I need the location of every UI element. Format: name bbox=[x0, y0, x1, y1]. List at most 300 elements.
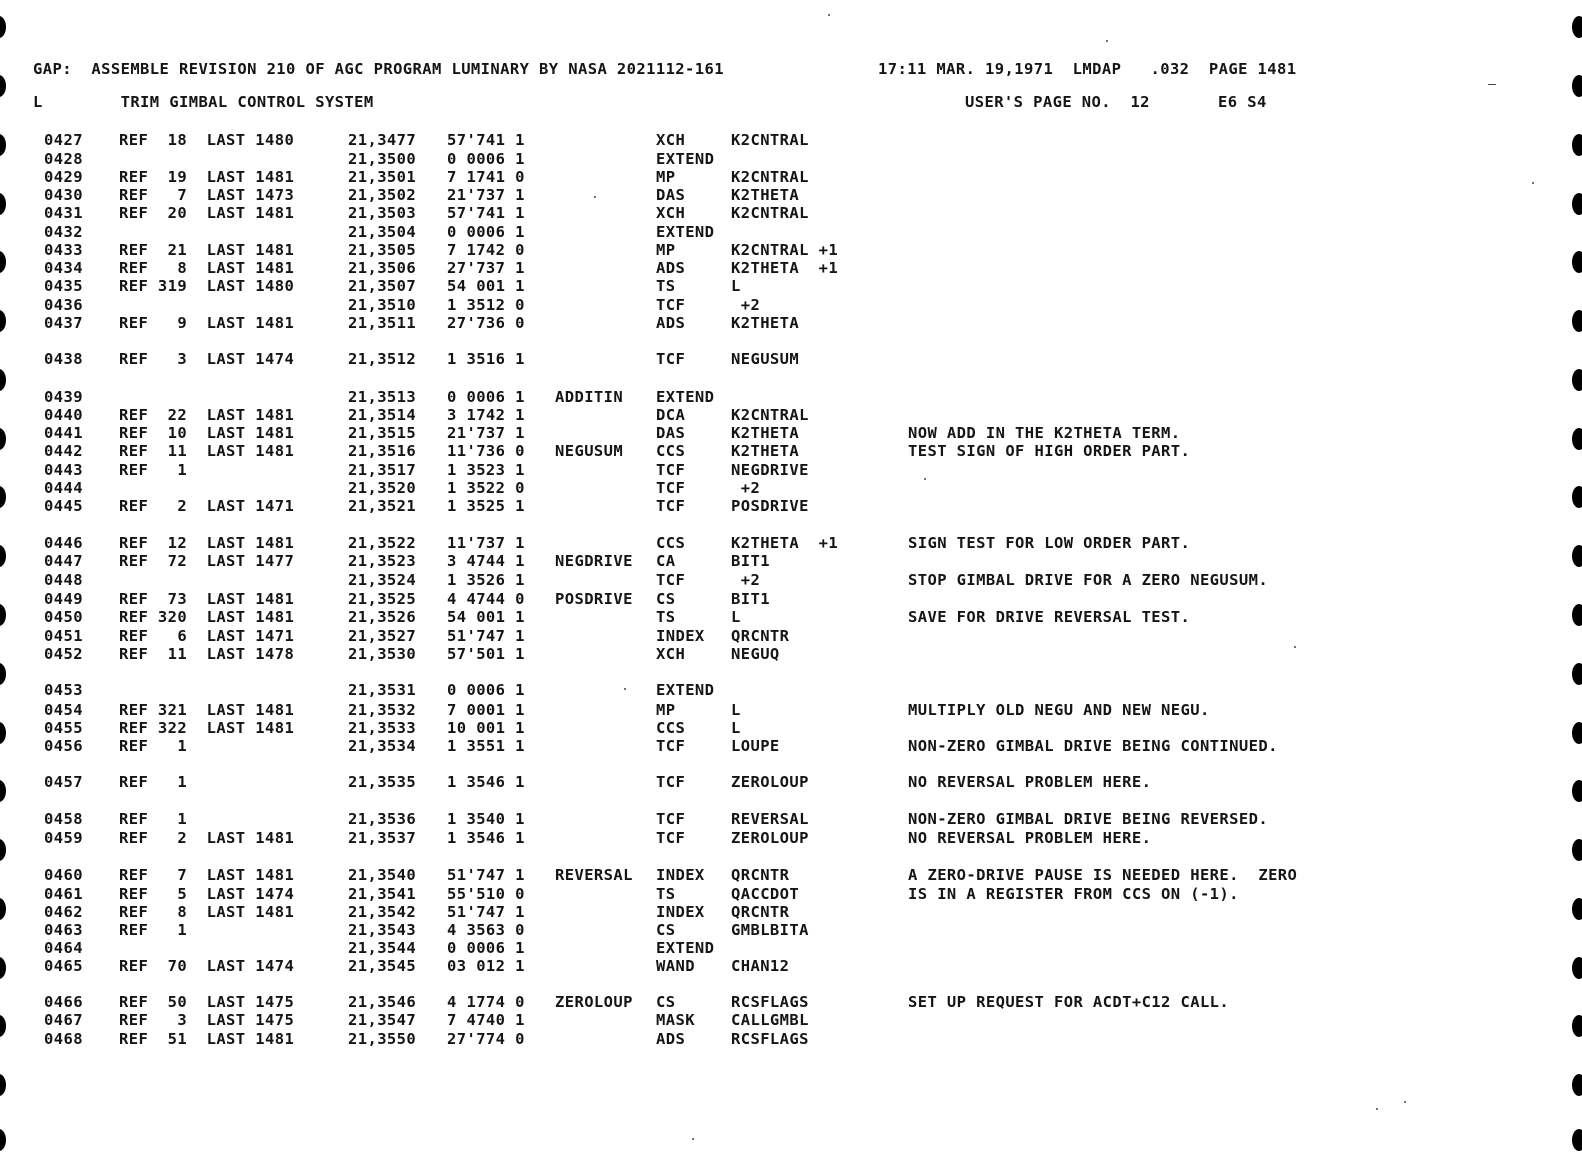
row-ref-info: REF 12 LAST 1481 bbox=[119, 534, 295, 552]
feed-hole bbox=[1572, 1129, 1582, 1151]
row-octal-word: 0 0006 1 bbox=[447, 388, 525, 406]
row-address: 21,3540 bbox=[348, 866, 417, 884]
feed-hole bbox=[0, 251, 6, 273]
paper-speck bbox=[692, 1138, 694, 1140]
row-opcode: XCH bbox=[656, 645, 686, 663]
row-address: 21,3547 bbox=[348, 1011, 417, 1029]
row-opcode: EXTEND bbox=[656, 388, 715, 406]
row-opcode: MP bbox=[656, 701, 676, 719]
row-address: 21,3545 bbox=[348, 957, 417, 975]
row-octal-word: 4 1774 0 bbox=[447, 993, 525, 1011]
row-opcode: MP bbox=[656, 168, 676, 186]
paper-speck bbox=[1376, 1108, 1378, 1110]
row-opcode: WAND bbox=[656, 957, 695, 975]
feed-hole bbox=[1572, 1015, 1582, 1037]
row-comment: STOP GIMBAL DRIVE FOR A ZERO NEGUSUM. bbox=[908, 571, 1269, 589]
row-opcode: EXTEND bbox=[656, 681, 715, 699]
row-address: 21,3516 bbox=[348, 442, 417, 460]
row-line-number: 0430 bbox=[44, 186, 83, 204]
row-opcode: INDEX bbox=[656, 627, 705, 645]
row-ref-info: REF 1 bbox=[119, 921, 188, 939]
row-operand: NEGUQ bbox=[731, 645, 780, 663]
feed-hole bbox=[1572, 16, 1582, 38]
row-octal-word: 7 4740 1 bbox=[447, 1011, 525, 1029]
row-address: 21,3520 bbox=[348, 479, 417, 497]
row-address: 21,3535 bbox=[348, 773, 417, 791]
row-opcode: CCS bbox=[656, 719, 686, 737]
row-opcode: CS bbox=[656, 993, 676, 1011]
row-octal-word: 0 0006 1 bbox=[447, 223, 525, 241]
row-address: 21,3521 bbox=[348, 497, 417, 515]
row-ref-info: REF 322 LAST 1481 bbox=[119, 719, 295, 737]
row-opcode: CCS bbox=[656, 534, 686, 552]
row-ref-info: REF 6 LAST 1471 bbox=[119, 627, 295, 645]
row-ref-info: REF 3 LAST 1475 bbox=[119, 1011, 295, 1029]
feed-hole bbox=[1572, 604, 1582, 626]
row-opcode: TCF bbox=[656, 296, 686, 314]
row-octal-word: 51'747 1 bbox=[447, 903, 525, 921]
paper-speck bbox=[1532, 182, 1534, 184]
paper-speck bbox=[828, 14, 830, 16]
feed-hole bbox=[0, 780, 6, 802]
row-operand: REVERSAL bbox=[731, 810, 809, 828]
row-octal-word: 1 3522 0 bbox=[447, 479, 525, 497]
feed-hole bbox=[0, 663, 6, 685]
paper-speck bbox=[1106, 40, 1108, 42]
row-opcode: TCF bbox=[656, 461, 686, 479]
row-octal-word: 4 3563 0 bbox=[447, 921, 525, 939]
row-line-number: 0451 bbox=[44, 627, 83, 645]
feed-hole bbox=[1572, 428, 1582, 450]
feed-hole bbox=[1572, 134, 1582, 156]
row-ref-info: REF 1 bbox=[119, 461, 188, 479]
row-address: 21,3504 bbox=[348, 223, 417, 241]
row-octal-word: 7 1741 0 bbox=[447, 168, 525, 186]
row-address: 21,3512 bbox=[348, 350, 417, 368]
row-octal-word: 10 001 1 bbox=[447, 719, 525, 737]
row-comment: NO REVERSAL PROBLEM HERE. bbox=[908, 773, 1152, 791]
feed-hole bbox=[0, 722, 6, 744]
row-operand: K2THETA bbox=[731, 442, 800, 460]
feed-hole bbox=[1572, 310, 1582, 332]
row-ref-info: REF 1 bbox=[119, 810, 188, 828]
row-line-number: 0452 bbox=[44, 645, 83, 663]
row-octal-word: 03 012 1 bbox=[447, 957, 525, 975]
feed-hole bbox=[1572, 251, 1582, 273]
row-opcode: ADS bbox=[656, 259, 686, 277]
row-opcode: EXTEND bbox=[656, 150, 715, 168]
row-address: 21,3527 bbox=[348, 627, 417, 645]
row-ref-info: REF 1 bbox=[119, 773, 188, 791]
row-ref-info: REF 321 LAST 1481 bbox=[119, 701, 295, 719]
row-operand: K2CNTRAL +1 bbox=[731, 241, 839, 259]
row-ref-info: REF 22 LAST 1481 bbox=[119, 406, 295, 424]
row-opcode: TCF bbox=[656, 829, 686, 847]
row-octal-word: 55'510 0 bbox=[447, 885, 525, 903]
row-line-number: 0457 bbox=[44, 773, 83, 791]
row-octal-word: 1 3516 1 bbox=[447, 350, 525, 368]
row-ref-info: REF 3 LAST 1474 bbox=[119, 350, 295, 368]
feed-hole bbox=[1572, 1074, 1582, 1096]
row-comment: A ZERO-DRIVE PAUSE IS NEEDED HERE. ZERO bbox=[908, 866, 1298, 884]
row-line-number: 0461 bbox=[44, 885, 83, 903]
feed-hole bbox=[1572, 369, 1582, 391]
row-opcode: TCF bbox=[656, 773, 686, 791]
feed-hole bbox=[0, 75, 6, 97]
row-ref-info: REF 7 LAST 1473 bbox=[119, 186, 295, 204]
feed-hole bbox=[0, 839, 6, 861]
paper-speck bbox=[1404, 1101, 1406, 1103]
feed-hole bbox=[1572, 722, 1582, 744]
row-octal-word: 54 001 1 bbox=[447, 608, 525, 626]
row-label: NEGDRIVE bbox=[555, 552, 633, 570]
row-opcode: DAS bbox=[656, 186, 686, 204]
row-opcode: DCA bbox=[656, 406, 686, 424]
row-address: 21,3537 bbox=[348, 829, 417, 847]
row-address: 21,3500 bbox=[348, 150, 417, 168]
row-operand: K2THETA bbox=[731, 424, 800, 442]
row-operand: CALLGMBL bbox=[731, 1011, 809, 1029]
row-octal-word: 57'501 1 bbox=[447, 645, 525, 663]
row-octal-word: 1 3512 0 bbox=[447, 296, 525, 314]
row-octal-word: 1 3551 1 bbox=[447, 737, 525, 755]
row-line-number: 0443 bbox=[44, 461, 83, 479]
row-address: 21,3514 bbox=[348, 406, 417, 424]
feed-hole bbox=[0, 310, 6, 332]
row-opcode: TCF bbox=[656, 810, 686, 828]
row-line-number: 0445 bbox=[44, 497, 83, 515]
row-octal-word: 1 3540 1 bbox=[447, 810, 525, 828]
row-operand: BIT1 bbox=[731, 590, 770, 608]
row-line-number: 0466 bbox=[44, 993, 83, 1011]
row-address: 21,3533 bbox=[348, 719, 417, 737]
feed-hole bbox=[0, 193, 6, 215]
row-ref-info: REF 5 LAST 1474 bbox=[119, 885, 295, 903]
row-address: 21,3530 bbox=[348, 645, 417, 663]
row-line-number: 0429 bbox=[44, 168, 83, 186]
row-opcode: TCF bbox=[656, 737, 686, 755]
row-operand: +2 bbox=[731, 296, 761, 314]
feed-hole bbox=[0, 957, 6, 979]
row-address: 21,3542 bbox=[348, 903, 417, 921]
row-address: 21,3524 bbox=[348, 571, 417, 589]
header-line-1-right: 17:11 MAR. 19,1971 LMDAP .032 PAGE 1481 bbox=[878, 60, 1297, 78]
row-comment: SAVE FOR DRIVE REVERSAL TEST. bbox=[908, 608, 1191, 626]
row-address: 21,3503 bbox=[348, 204, 417, 222]
feed-hole bbox=[0, 1074, 6, 1096]
row-ref-info: REF 70 LAST 1474 bbox=[119, 957, 295, 975]
row-operand: L bbox=[731, 608, 741, 626]
row-address: 21,3506 bbox=[348, 259, 417, 277]
paper-speck bbox=[1488, 84, 1496, 85]
feed-hole bbox=[0, 16, 6, 38]
row-line-number: 0427 bbox=[44, 131, 83, 149]
row-ref-info: REF 1 bbox=[119, 737, 188, 755]
feed-hole bbox=[1572, 839, 1582, 861]
row-address: 21,3507 bbox=[348, 277, 417, 295]
row-operand: K2CNTRAL bbox=[731, 168, 809, 186]
row-label: ADDITIN bbox=[555, 388, 624, 406]
feed-hole bbox=[0, 898, 6, 920]
row-address: 21,3523 bbox=[348, 552, 417, 570]
row-opcode: TS bbox=[656, 277, 676, 295]
row-line-number: 0453 bbox=[44, 681, 83, 699]
row-operand: QRCNTR bbox=[731, 866, 790, 884]
row-ref-info: REF 7 LAST 1481 bbox=[119, 866, 295, 884]
row-ref-info: REF 9 LAST 1481 bbox=[119, 314, 295, 332]
row-opcode: MP bbox=[656, 241, 676, 259]
row-address: 21,3534 bbox=[348, 737, 417, 755]
row-opcode: XCH bbox=[656, 204, 686, 222]
row-opcode: ADS bbox=[656, 314, 686, 332]
row-octal-word: 3 4744 1 bbox=[447, 552, 525, 570]
row-ref-info: REF 8 LAST 1481 bbox=[119, 259, 295, 277]
row-opcode: CS bbox=[656, 590, 676, 608]
feed-hole bbox=[0, 428, 6, 450]
row-operand: L bbox=[731, 719, 741, 737]
row-line-number: 0468 bbox=[44, 1030, 83, 1048]
row-ref-info: REF 72 LAST 1477 bbox=[119, 552, 295, 570]
row-comment: SIGN TEST FOR LOW ORDER PART. bbox=[908, 534, 1191, 552]
row-operand: L bbox=[731, 701, 741, 719]
feed-hole bbox=[0, 486, 6, 508]
row-ref-info: REF 50 LAST 1475 bbox=[119, 993, 295, 1011]
row-octal-word: 0 0006 1 bbox=[447, 939, 525, 957]
row-operand: GMBLBITA bbox=[731, 921, 809, 939]
row-line-number: 0444 bbox=[44, 479, 83, 497]
feed-hole bbox=[0, 1015, 6, 1037]
row-octal-word: 27'736 0 bbox=[447, 314, 525, 332]
row-operand: ZEROLOUP bbox=[731, 773, 809, 791]
row-comment: SET UP REQUEST FOR ACDT+C12 CALL. bbox=[908, 993, 1230, 1011]
feed-hole bbox=[0, 369, 6, 391]
row-address: 21,3531 bbox=[348, 681, 417, 699]
row-comment: NOW ADD IN THE K2THETA TERM. bbox=[908, 424, 1181, 442]
row-address: 21,3505 bbox=[348, 241, 417, 259]
row-operand: K2THETA bbox=[731, 314, 800, 332]
row-octal-word: 11'737 1 bbox=[447, 534, 525, 552]
row-octal-word: 0 0006 1 bbox=[447, 150, 525, 168]
row-operand: NEGDRIVE bbox=[731, 461, 809, 479]
row-label: NEGUSUM bbox=[555, 442, 624, 460]
row-operand: QACCDOT bbox=[731, 885, 800, 903]
row-address: 21,3546 bbox=[348, 993, 417, 1011]
row-address: 21,3502 bbox=[348, 186, 417, 204]
paper-speck bbox=[624, 688, 626, 690]
row-line-number: 0460 bbox=[44, 866, 83, 884]
row-opcode: TCF bbox=[656, 479, 686, 497]
row-octal-word: 7 0001 1 bbox=[447, 701, 525, 719]
row-opcode: TS bbox=[656, 885, 676, 903]
row-comment: IS IN A REGISTER FROM CCS ON (-1). bbox=[908, 885, 1239, 903]
row-line-number: 0435 bbox=[44, 277, 83, 295]
row-line-number: 0436 bbox=[44, 296, 83, 314]
feed-hole bbox=[1572, 193, 1582, 215]
row-line-number: 0464 bbox=[44, 939, 83, 957]
row-ref-info: REF 11 LAST 1481 bbox=[119, 442, 295, 460]
row-address: 21,3501 bbox=[348, 168, 417, 186]
row-line-number: 0446 bbox=[44, 534, 83, 552]
row-comment: NO REVERSAL PROBLEM HERE. bbox=[908, 829, 1152, 847]
row-operand: L bbox=[731, 277, 741, 295]
row-address: 21,3525 bbox=[348, 590, 417, 608]
row-ref-info: REF 51 LAST 1481 bbox=[119, 1030, 295, 1048]
row-operand: BIT1 bbox=[731, 552, 770, 570]
row-ref-info: REF 10 LAST 1481 bbox=[119, 424, 295, 442]
row-line-number: 0439 bbox=[44, 388, 83, 406]
row-operand: CHAN12 bbox=[731, 957, 790, 975]
row-opcode: TCF bbox=[656, 571, 686, 589]
row-octal-word: 57'741 1 bbox=[447, 204, 525, 222]
row-opcode: MASK bbox=[656, 1011, 695, 1029]
row-operand: K2THETA +1 bbox=[731, 534, 839, 552]
header-line-2-left: L TRIM GIMBAL CONTROL SYSTEM bbox=[33, 93, 374, 111]
row-label: POSDRIVE bbox=[555, 590, 633, 608]
row-address: 21,3532 bbox=[348, 701, 417, 719]
row-comment: NON-ZERO GIMBAL DRIVE BEING CONTINUED. bbox=[908, 737, 1278, 755]
row-address: 21,3513 bbox=[348, 388, 417, 406]
row-octal-word: 4 4744 0 bbox=[447, 590, 525, 608]
row-operand: K2THETA +1 bbox=[731, 259, 839, 277]
row-operand: RCSFLAGS bbox=[731, 993, 809, 1011]
row-address: 21,3541 bbox=[348, 885, 417, 903]
row-address: 21,3515 bbox=[348, 424, 417, 442]
row-opcode: CCS bbox=[656, 442, 686, 460]
row-line-number: 0456 bbox=[44, 737, 83, 755]
row-octal-word: 27'774 0 bbox=[447, 1030, 525, 1048]
row-address: 21,3477 bbox=[348, 131, 417, 149]
row-operand: K2CNTRAL bbox=[731, 406, 809, 424]
row-address: 21,3536 bbox=[348, 810, 417, 828]
row-ref-info: REF 20 LAST 1481 bbox=[119, 204, 295, 222]
feed-hole bbox=[1572, 957, 1582, 979]
feed-hole bbox=[1572, 780, 1582, 802]
row-octal-word: 21'737 1 bbox=[447, 424, 525, 442]
row-octal-word: 1 3546 1 bbox=[447, 773, 525, 791]
row-octal-word: 27'737 1 bbox=[447, 259, 525, 277]
row-octal-word: 51'747 1 bbox=[447, 866, 525, 884]
row-octal-word: 21'737 1 bbox=[447, 186, 525, 204]
row-ref-info: REF 320 LAST 1481 bbox=[119, 608, 295, 626]
feed-hole bbox=[1572, 663, 1582, 685]
row-ref-info: REF 19 LAST 1481 bbox=[119, 168, 295, 186]
row-opcode: INDEX bbox=[656, 903, 705, 921]
row-octal-word: 57'741 1 bbox=[447, 131, 525, 149]
row-address: 21,3543 bbox=[348, 921, 417, 939]
row-opcode: DAS bbox=[656, 424, 686, 442]
row-operand: ZEROLOUP bbox=[731, 829, 809, 847]
row-opcode: TCF bbox=[656, 497, 686, 515]
row-ref-info: REF 2 LAST 1481 bbox=[119, 829, 295, 847]
row-line-number: 0442 bbox=[44, 442, 83, 460]
row-address: 21,3510 bbox=[348, 296, 417, 314]
row-operand: QRCNTR bbox=[731, 627, 790, 645]
paper-speck bbox=[924, 478, 926, 480]
feed-hole bbox=[1572, 898, 1582, 920]
row-octal-word: 3 1742 1 bbox=[447, 406, 525, 424]
row-line-number: 0455 bbox=[44, 719, 83, 737]
header-line-2-right: USER'S PAGE NO. 12 E6 S4 bbox=[965, 93, 1267, 111]
feed-hole bbox=[0, 134, 6, 156]
row-ref-info: REF 73 LAST 1481 bbox=[119, 590, 295, 608]
row-line-number: 0463 bbox=[44, 921, 83, 939]
row-address: 21,3550 bbox=[348, 1030, 417, 1048]
feed-hole bbox=[1572, 75, 1582, 97]
row-octal-word: 0 0006 1 bbox=[447, 681, 525, 699]
row-address: 21,3526 bbox=[348, 608, 417, 626]
row-line-number: 0437 bbox=[44, 314, 83, 332]
row-line-number: 0431 bbox=[44, 204, 83, 222]
row-octal-word: 54 001 1 bbox=[447, 277, 525, 295]
row-line-number: 0454 bbox=[44, 701, 83, 719]
row-opcode: INDEX bbox=[656, 866, 705, 884]
row-operand: K2CNTRAL bbox=[731, 204, 809, 222]
row-octal-word: 11'736 0 bbox=[447, 442, 525, 460]
row-comment: TEST SIGN OF HIGH ORDER PART. bbox=[908, 442, 1191, 460]
row-comment: MULTIPLY OLD NEGU AND NEW NEGU. bbox=[908, 701, 1210, 719]
feed-hole bbox=[0, 545, 6, 567]
row-octal-word: 1 3526 1 bbox=[447, 571, 525, 589]
row-line-number: 0438 bbox=[44, 350, 83, 368]
row-ref-info: REF 11 LAST 1478 bbox=[119, 645, 295, 663]
row-octal-word: 51'747 1 bbox=[447, 627, 525, 645]
row-opcode: CS bbox=[656, 921, 676, 939]
row-line-number: 0450 bbox=[44, 608, 83, 626]
row-opcode: EXTEND bbox=[656, 939, 715, 957]
row-line-number: 0447 bbox=[44, 552, 83, 570]
row-operand: K2CNTRAL bbox=[731, 131, 809, 149]
row-line-number: 0434 bbox=[44, 259, 83, 277]
row-address: 21,3522 bbox=[348, 534, 417, 552]
row-line-number: 0449 bbox=[44, 590, 83, 608]
row-octal-word: 7 1742 0 bbox=[447, 241, 525, 259]
paper-speck bbox=[1294, 646, 1296, 648]
row-ref-info: REF 319 LAST 1480 bbox=[119, 277, 295, 295]
row-operand: +2 bbox=[731, 479, 761, 497]
row-line-number: 0428 bbox=[44, 150, 83, 168]
header-line-1-left: GAP: ASSEMBLE REVISION 210 OF AGC PROGRAM LUMINARY BY NASA 2021112-161 bbox=[33, 60, 724, 78]
row-opcode: XCH bbox=[656, 131, 686, 149]
row-octal-word: 1 3523 1 bbox=[447, 461, 525, 479]
row-ref-info: REF 18 LAST 1480 bbox=[119, 131, 295, 149]
row-operand: K2THETA bbox=[731, 186, 800, 204]
row-opcode: TS bbox=[656, 608, 676, 626]
row-line-number: 0467 bbox=[44, 1011, 83, 1029]
row-operand: POSDRIVE bbox=[731, 497, 809, 515]
feed-hole bbox=[0, 604, 6, 626]
feed-hole bbox=[1572, 486, 1582, 508]
row-opcode: ADS bbox=[656, 1030, 686, 1048]
row-opcode: TCF bbox=[656, 350, 686, 368]
row-line-number: 0433 bbox=[44, 241, 83, 259]
row-line-number: 0440 bbox=[44, 406, 83, 424]
feed-hole bbox=[1572, 545, 1582, 567]
row-label: REVERSAL bbox=[555, 866, 633, 884]
row-address: 21,3544 bbox=[348, 939, 417, 957]
row-octal-word: 1 3525 1 bbox=[447, 497, 525, 515]
row-line-number: 0465 bbox=[44, 957, 83, 975]
row-operand: QRCNTR bbox=[731, 903, 790, 921]
row-ref-info: REF 2 LAST 1471 bbox=[119, 497, 295, 515]
paper-speck bbox=[594, 196, 596, 198]
row-ref-info: REF 21 LAST 1481 bbox=[119, 241, 295, 259]
row-line-number: 0432 bbox=[44, 223, 83, 241]
feed-hole bbox=[0, 1129, 6, 1151]
row-line-number: 0441 bbox=[44, 424, 83, 442]
row-line-number: 0459 bbox=[44, 829, 83, 847]
row-operand: RCSFLAGS bbox=[731, 1030, 809, 1048]
row-line-number: 0448 bbox=[44, 571, 83, 589]
